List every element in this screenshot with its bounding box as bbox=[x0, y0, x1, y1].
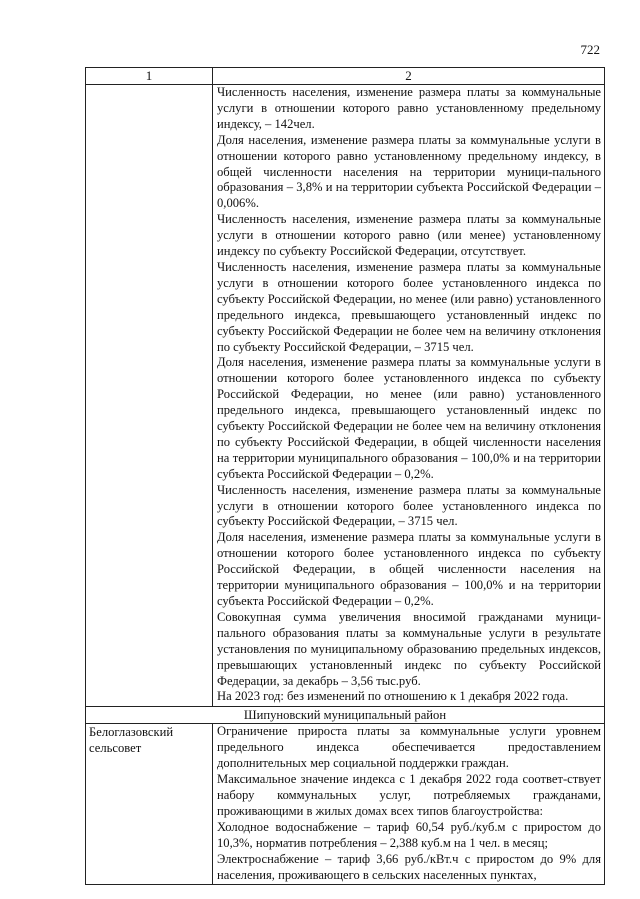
page-number: 722 bbox=[580, 42, 600, 57]
paragraph: Холодное водоснабжение – тариф 60,54 руб./куб.м с приростом до 10,3%, норматив потребления – 2,388 куб.м на 1 чел. в месяц; bbox=[217, 819, 601, 850]
paragraph: Доля населения, изменение размера платы за коммунальные услуги в отношении которого более установленного индекса по субъекту Российской Федерации, в общей численности населения на территории муниципального образования – 100,0% и на территории субъекта Российской Федерации – 0,2%. bbox=[217, 530, 601, 608]
paragraph: Максимальное значение индекса с 1 декабря 2022 года соответ-ствует набору коммунальных услуг, потребляемых гражданами, проживающими в жилых домах всех типов благоустройства: bbox=[217, 772, 601, 818]
paragraph: На 2023 год: без изменений по отношению к 1 декабря 2022 года. bbox=[217, 689, 569, 704]
section1-content-cell bbox=[213, 85, 605, 707]
paragraph: Численность населения, изменение размера платы за коммунальные услуги в отношении которого более установленного индекса по субъекту Российской Федерации, – 3715 чел. bbox=[217, 482, 601, 529]
paragraph: Доля населения, изменение размера платы за коммунальные услуги в отношении которого равно установленному предельному индексу, в общей численности населения на территории муници-пального образования – 3,8% и на территории субъекта Российской Федерации – 0,006%. bbox=[217, 132, 601, 211]
municipality-name: Белоглазовский сельсовет bbox=[86, 724, 213, 885]
paragraph: Доля населения, изменение размера платы за коммунальные услуги в отношении которого более установленного индекса по субъекту Российской Федерации, но менее (или равно) установленного предельного индекса, превышающего установленный индекс по субъекту Российской Федерации не более чем на величину отклонения по субъекту Российской Федерации, в общей численности населения на территории муниципального образования – 100,0% и на территории субъекта Российской Федерации – 0,2%. bbox=[217, 355, 601, 481]
section1-row bbox=[86, 85, 605, 707]
paragraph: Численность населения, изменение размера платы за коммунальные услуги в отношении которого равно (или менее) установленному индексу по субъекту Российской Федерации, отсутствует. bbox=[217, 212, 601, 259]
paragraph: Численность населения, изменение размера платы за коммунальные услуги в отношении которого равно установленному предельному индексу, – 142чел. bbox=[217, 85, 601, 131]
paragraph: Совокупная сумма увеличения вносимой гражданами муници-пального образования платы за коммунальные услуги в результате установления по муниципальному образованию предельных индексов, превышающих установленный индекс по субъекту Российской Федерации, за декабрь – 3,56 тыс.руб. bbox=[217, 609, 601, 688]
district-row bbox=[86, 707, 605, 724]
column-header-2: 2 bbox=[213, 68, 605, 85]
municipal-table bbox=[85, 67, 605, 885]
district-title: Шипуновский муниципальный район bbox=[86, 707, 605, 724]
section2-content-cell bbox=[213, 724, 605, 885]
paragraph: Электроснабжение – тариф 3,66 руб./кВт.ч с приростом до 9% для населения, проживающего в сельских населенных пунктах, bbox=[217, 851, 601, 882]
paragraph: Численность населения, изменение размера платы за коммунальные услуги в отношении которого более установленного индекса по субъекту Российской Федерации, но менее (или равно) установленного предельного индекса, превышающего установленный индекс по субъекту Российской Федерации не более чем на величину отклонения по субъекту Российской Федерации, – 3715 чел. bbox=[217, 259, 601, 354]
section2-row bbox=[86, 724, 605, 885]
section1-left-cell bbox=[86, 85, 213, 707]
header-row bbox=[86, 68, 605, 85]
paragraph: Ограничение прироста платы за коммунальные услуги уровнем предельного индекса обеспечивается предоставлением дополнительных мер социальной поддержки граждан. bbox=[217, 724, 601, 771]
column-header-1: 1 bbox=[86, 68, 213, 85]
